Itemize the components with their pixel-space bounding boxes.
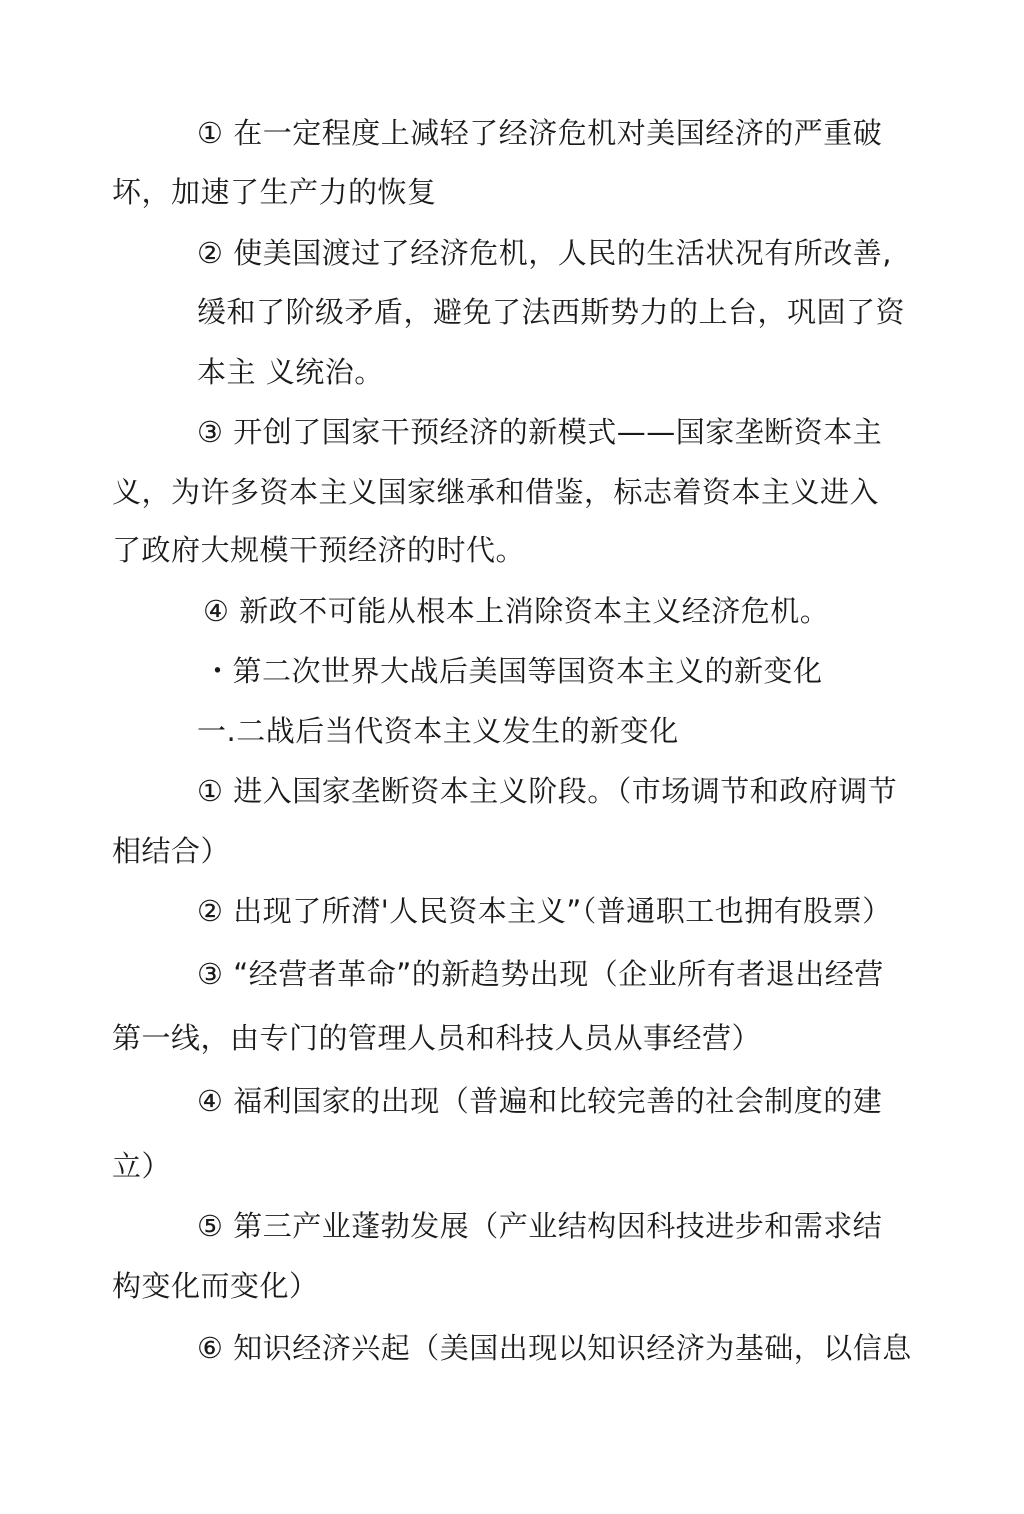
item-2-line-1: ② 出现了所潸'人民资本主义”（普通职工也拥有股票） [197,894,892,928]
item-5-line-2: 构变化而变化） [112,1269,319,1303]
paragraph-2-line-2: 缓和了阶级矛盾，避免了法西斯势力的上台，巩固了资 [197,295,906,329]
paragraph-3-line-3: 了政府大规模干预经济的时代。 [112,533,526,567]
paragraph-2-line-1: ② 使美国渡过了经济危机，人民的生活状况有所改善, [197,236,892,270]
item-1-line-1: ① 进入国家垄断资本主义阶段。（市场调节和政府调节 [197,774,898,808]
paragraph-4-line-1: ④ 新政不可能从根本上消除资本主义经济危机。 [203,594,830,628]
paragraph-1-line-2: 坏，加速了生产力的恢复 [112,175,437,209]
paragraph-1-line-1: ① 在一定程度上减轻了经济危机对美国经济的严重破 [197,116,883,150]
item-6-line-1: ⑥ 知识经济兴起（美国出现以知识经济为基础，以信息 [197,1331,912,1365]
item-3-line-2: 第一线，由专门的管理人员和科技人员从事经营） [112,1021,762,1055]
item-3-line-1: ③ “经营者革命”的新趋势出现（企业所有者退出经营 [197,957,884,991]
paragraph-2-line-3: 本主 义统治。 [197,355,384,389]
paragraph-3-line-2: 义，为许多资本主义国家继承和借鉴，标志着资本主义进入 [112,475,880,509]
subsection-heading: 一.二战后当代资本主义发生的新变化 [197,714,679,748]
section-heading: ・第二次世界大战后美国等国资本主义的新变化 [203,654,823,688]
paragraph-3-line-1: ③ 开创了国家干预经济的新模式——国家垄断资本主 [197,415,883,449]
item-1-line-2: 相结合） [112,834,231,868]
item-4-line-2: 立） [112,1149,172,1183]
item-4-line-1: ④ 福利国家的出现（普遍和比较完善的社会制度的建 [197,1084,883,1118]
item-5-line-1: ⑤ 第三产业蓬勃发展（产业结构因科技进步和需求结 [197,1209,883,1243]
